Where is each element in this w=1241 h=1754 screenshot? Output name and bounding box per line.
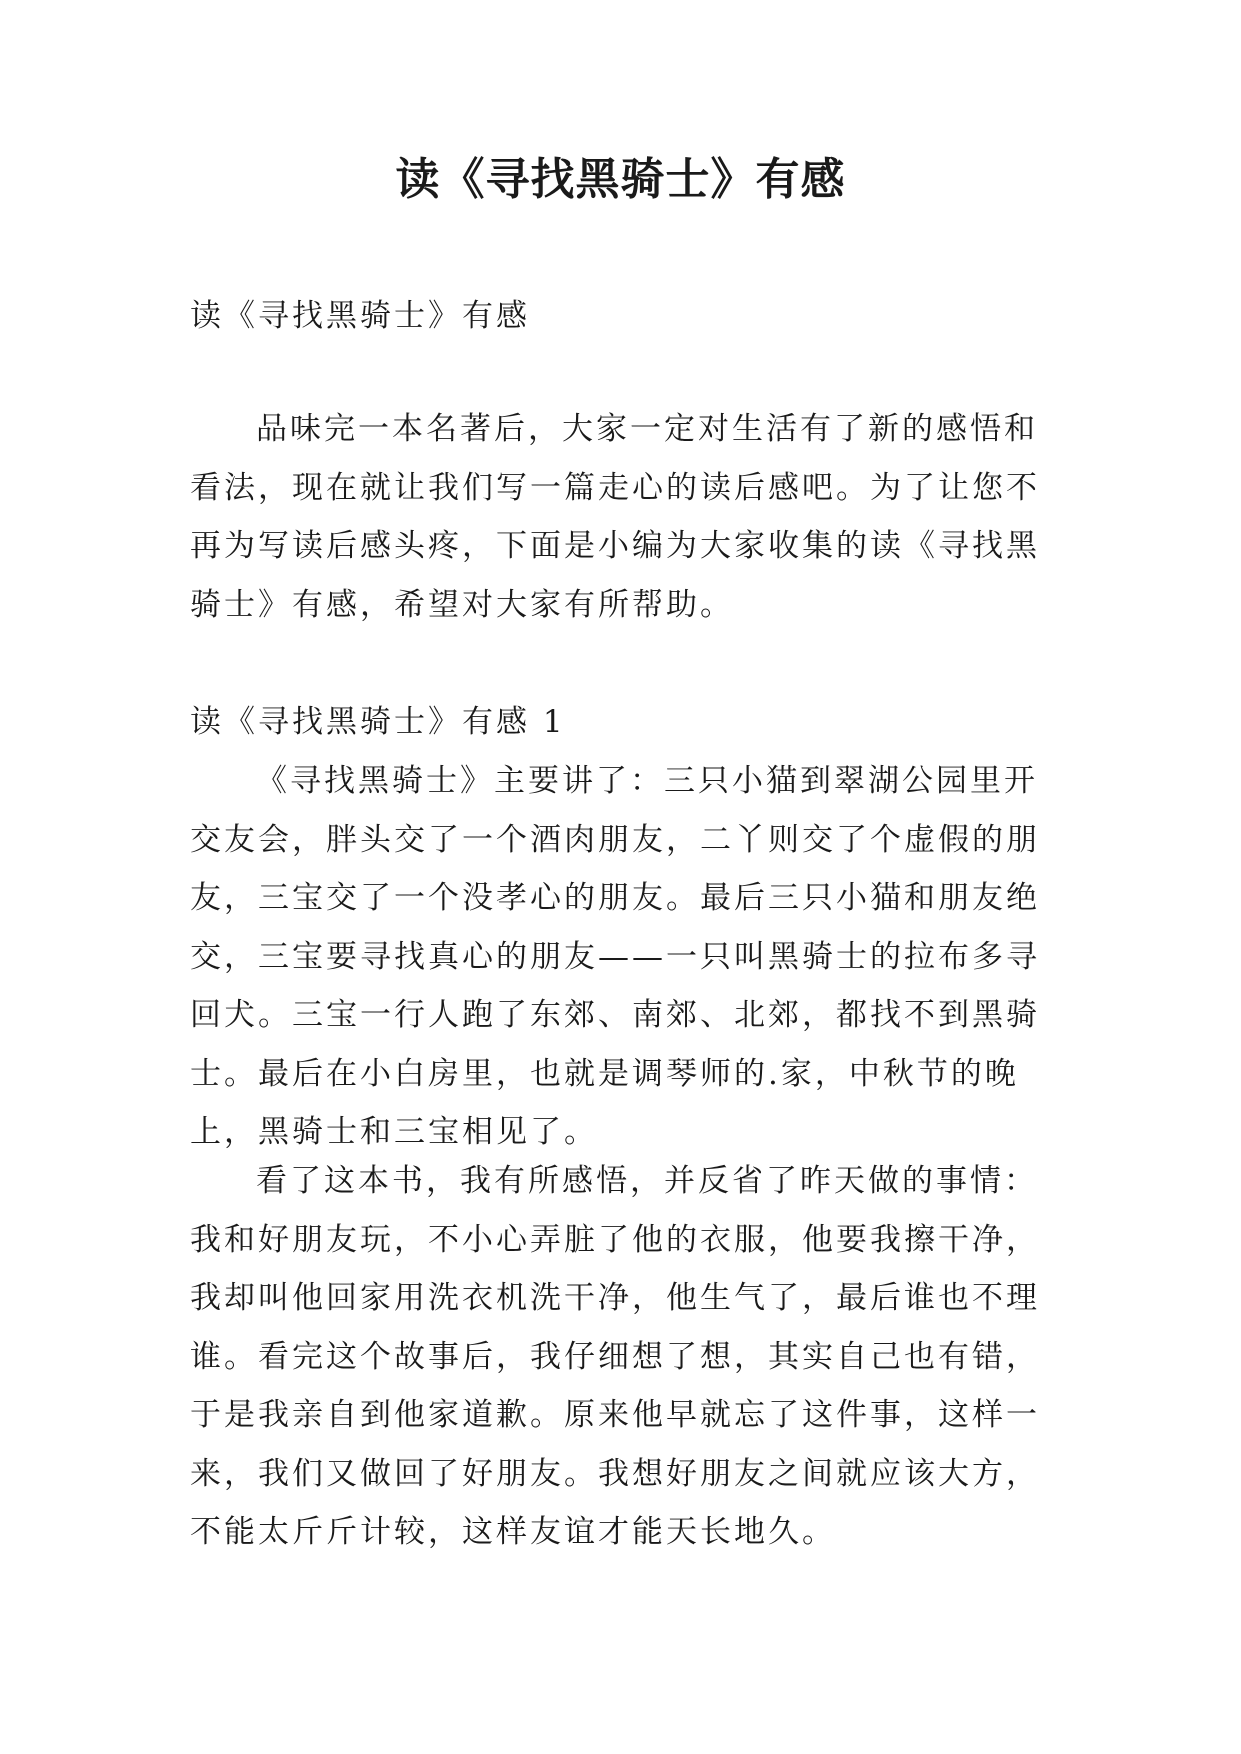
document-subtitle: 读《寻找黑骑士》有感 — [190, 298, 530, 334]
intro-paragraph: 品味完一本名著后，大家一定对生活有了新的感悟和看法，现在就让我们写一篇走心的读后感吧。为了让您不再为写读后感头疼，下面是小编为大家收集的读《寻找黑骑士》有感，希望对大家有所帮助。 — [190, 411, 1040, 623]
section-heading: 读《寻找黑骑士》有感 1 — [190, 704, 566, 740]
body-paragraph-1: 《寻找黑骑士》主要讲了：三只小猫到翠湖公园里开交友会，胖头交了一个酒肉朋友，二丫则交了个虚假的朋友，三宝交了一个没孝心的朋友。最后三只小猫和朋友绝交，三宝要寻找真心的朋友——一只叫黑骑士的拉布多寻回犬。三宝一行人跑了东郊、南郊、北郊，都找不到黑骑士。最后在小白房里，也就是调琴师的.家，中秋节的晚上，黑骑士和三宝相见了。 — [190, 763, 1040, 1150]
body-paragraph-2: 看了这本书，我有所感悟，并反省了昨天做的事情：我和好朋友玩，不小心弄脏了他的衣服，他要我擦干净，我却叫他回家用洗衣机洗干净，他生气了，最后谁也不理谁。看完这个故事后，我仔细想了想，其实自己也有错，于是我亲自到他家道歉。原来他早就忘了这件事，这样一来，我们又做回了好朋友。我想好朋友之间就应该大方，不能太斤斤计较，这样友谊才能天长地久。 — [190, 1163, 1040, 1550]
document-title: 读《寻找黑骑士》有感 — [395, 154, 846, 205]
